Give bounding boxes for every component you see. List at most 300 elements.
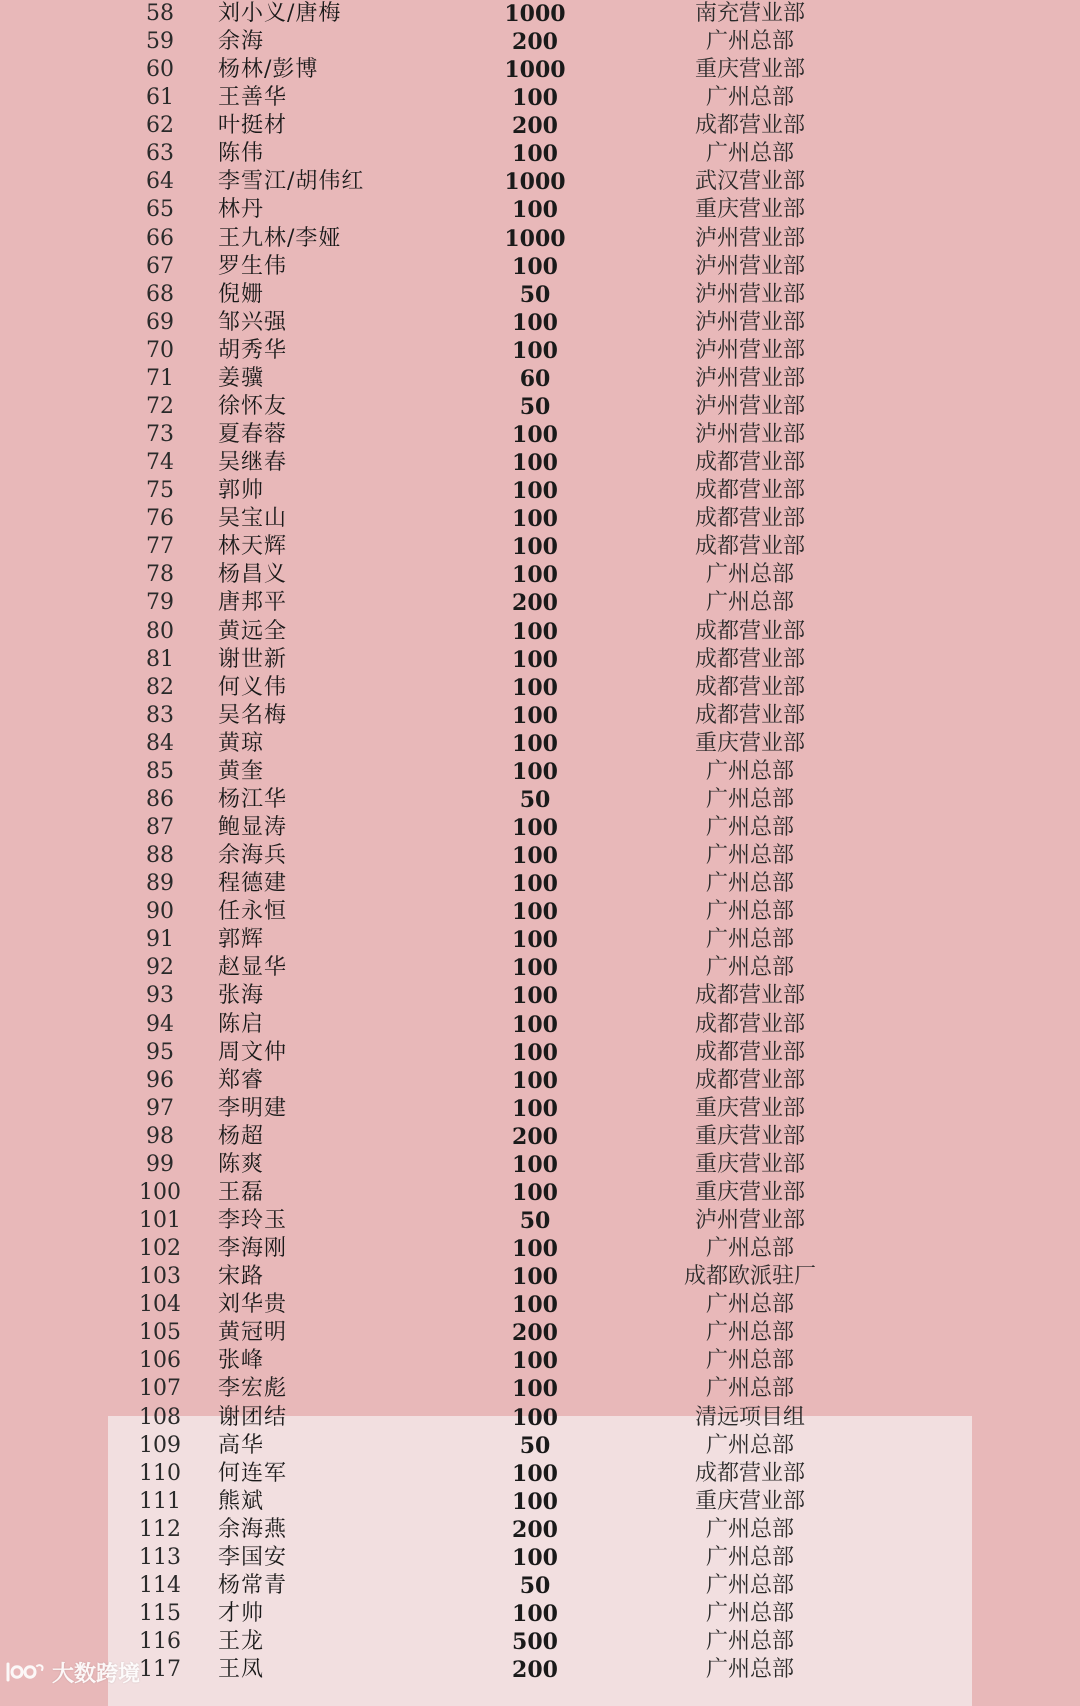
row-number: 73 <box>146 422 174 448</box>
donor-name: 林丹 <box>218 197 265 223</box>
donation-amount: 100 <box>512 927 558 954</box>
donation-amount: 50 <box>519 393 551 420</box>
department: 成都营业部 <box>694 646 805 672</box>
row-number: 81 <box>146 646 174 672</box>
donor-name: 陈启 <box>218 1011 265 1037</box>
table-row <box>0 786 1080 814</box>
department: 广州总部 <box>705 786 794 812</box>
donation-amount: 100 <box>512 562 558 589</box>
watermark-text: 大数跨境 <box>52 1661 141 1687</box>
row-number: 103 <box>139 1264 181 1290</box>
table-row <box>0 281 1080 309</box>
row-number: 62 <box>146 113 174 139</box>
table-row <box>0 842 1080 870</box>
donation-amount: 100 <box>512 1067 558 1094</box>
table-row <box>0 1432 1080 1460</box>
donation-amount: 100 <box>512 1264 558 1291</box>
table-row <box>0 393 1080 421</box>
donor-name: 鲍显涛 <box>218 815 288 841</box>
table-row <box>0 1011 1080 1039</box>
donor-name: 刘华贵 <box>218 1292 288 1318</box>
donor-name: 郑睿 <box>218 1067 265 1093</box>
table-row <box>0 1572 1080 1600</box>
donation-amount: 200 <box>512 1320 558 1347</box>
department: 广州总部 <box>705 1292 794 1318</box>
table-row <box>0 1404 1080 1432</box>
donor-name: 张峰 <box>218 1348 265 1374</box>
donation-amount: 100 <box>512 141 558 168</box>
department: 重庆营业部 <box>694 1488 805 1514</box>
donation-amount: 100 <box>512 1348 558 1375</box>
department: 重庆营业部 <box>694 1095 805 1121</box>
row-number: 80 <box>146 618 174 644</box>
row-number: 102 <box>139 1236 181 1262</box>
donation-amount: 100 <box>512 1460 558 1487</box>
donor-name: 邹兴强 <box>218 309 288 335</box>
row-number: 65 <box>146 197 174 223</box>
donation-amount: 100 <box>512 309 558 336</box>
table-row <box>0 1207 1080 1235</box>
row-number: 115 <box>139 1600 181 1626</box>
donation-amount: 200 <box>512 1123 558 1150</box>
donation-amount: 500 <box>512 1629 558 1656</box>
table-row <box>0 1235 1080 1263</box>
table-row <box>0 1375 1080 1403</box>
donation-amount: 200 <box>512 29 558 56</box>
table-row <box>0 589 1080 617</box>
donor-name: 杨超 <box>218 1123 265 1149</box>
row-number: 110 <box>139 1460 181 1486</box>
donor-name: 余海兵 <box>218 843 288 869</box>
donor-name: 高华 <box>218 1432 265 1458</box>
donation-amount: 100 <box>512 85 558 112</box>
table-row <box>0 28 1080 56</box>
row-number: 97 <box>146 1095 174 1121</box>
row-number: 67 <box>146 253 174 279</box>
row-number: 116 <box>139 1629 181 1655</box>
donor-name: 杨江华 <box>218 786 288 812</box>
donor-name: 李海刚 <box>218 1236 288 1262</box>
table-row <box>0 646 1080 674</box>
table-row <box>0 449 1080 477</box>
row-number: 74 <box>146 450 174 476</box>
donor-name: 王善华 <box>218 85 288 111</box>
department: 成都营业部 <box>694 618 805 644</box>
table-row <box>0 898 1080 926</box>
donor-name: 李宏彪 <box>218 1376 288 1402</box>
department: 重庆营业部 <box>694 57 805 83</box>
donor-name: 陈爽 <box>218 1151 265 1177</box>
donor-name: 姜骥 <box>218 365 265 391</box>
donation-amount: 60 <box>519 365 551 392</box>
table-row <box>0 84 1080 112</box>
donation-amount: 100 <box>512 1404 558 1431</box>
table-row <box>0 561 1080 589</box>
department: 广州总部 <box>705 1432 794 1458</box>
department: 成都营业部 <box>694 534 805 560</box>
donor-name: 陈伟 <box>218 141 265 167</box>
row-number: 88 <box>146 843 174 869</box>
row-number: 98 <box>146 1123 174 1149</box>
table-row <box>0 758 1080 786</box>
row-number: 60 <box>146 57 174 83</box>
department: 泸州营业部 <box>694 337 805 363</box>
row-number: 114 <box>139 1572 181 1598</box>
table-row <box>0 702 1080 730</box>
table-row <box>0 1319 1080 1347</box>
row-number: 99 <box>146 1151 174 1177</box>
donor-name: 罗生伟 <box>218 253 288 279</box>
donor-name: 王凤 <box>218 1657 265 1683</box>
row-number: 84 <box>146 730 174 756</box>
table-row <box>0 1039 1080 1067</box>
donor-name: 吴宝山 <box>218 506 288 532</box>
table-row <box>0 1067 1080 1095</box>
row-number: 64 <box>146 169 174 195</box>
donation-amount: 100 <box>512 450 558 477</box>
department: 广州总部 <box>705 1572 794 1598</box>
donor-name: 王九林/李娅 <box>218 225 342 251</box>
table-row <box>0 1488 1080 1516</box>
donation-amount: 50 <box>519 786 551 813</box>
donor-name: 余海燕 <box>218 1516 288 1542</box>
donor-name: 谢世新 <box>218 646 288 672</box>
donor-name: 周文仲 <box>218 1039 288 1065</box>
donation-amount: 200 <box>512 113 558 140</box>
donor-name: 杨常青 <box>218 1572 288 1598</box>
row-number: 108 <box>139 1404 181 1430</box>
department: 成都营业部 <box>694 702 805 728</box>
department: 泸州营业部 <box>694 365 805 391</box>
row-number: 113 <box>139 1544 181 1570</box>
table-row <box>0 1628 1080 1656</box>
row-number: 93 <box>146 983 174 1009</box>
row-number: 70 <box>146 337 174 363</box>
row-number: 61 <box>146 85 174 111</box>
donation-amount: 100 <box>512 1095 558 1122</box>
donor-name: 李玲玉 <box>218 1208 288 1233</box>
department: 泸州营业部 <box>694 253 805 279</box>
department: 泸州营业部 <box>694 309 805 335</box>
donation-amount: 100 <box>512 674 558 701</box>
donation-amount: 100 <box>512 506 558 533</box>
table-row <box>0 505 1080 533</box>
department: 泸州营业部 <box>694 422 805 448</box>
department: 广州总部 <box>705 1376 794 1402</box>
department: 广州总部 <box>705 899 794 925</box>
row-number: 68 <box>146 281 174 307</box>
department: 成都营业部 <box>694 478 805 504</box>
table-row <box>0 926 1080 954</box>
table-row <box>0 337 1080 365</box>
donor-name: 黄远全 <box>218 618 288 644</box>
donation-amount: 1000 <box>504 57 566 84</box>
department: 广州总部 <box>705 1516 794 1542</box>
department: 成都营业部 <box>694 674 805 700</box>
table-row <box>0 1347 1080 1375</box>
row-number: 112 <box>139 1516 181 1542</box>
row-number: 78 <box>146 562 174 588</box>
donation-amount: 100 <box>512 730 558 757</box>
department: 南充营业部 <box>694 1 805 26</box>
donation-amount: 100 <box>512 983 558 1010</box>
donation-amount: 50 <box>519 281 551 308</box>
department: 广州总部 <box>705 29 794 55</box>
donor-name: 宋路 <box>218 1264 265 1290</box>
table-row <box>0 225 1080 253</box>
watermark <box>4 1655 140 1689</box>
row-number: 94 <box>146 1011 174 1037</box>
table-row <box>0 1179 1080 1207</box>
department: 广州总部 <box>705 1348 794 1374</box>
donor-name: 唐邦平 <box>218 590 288 616</box>
donor-name: 赵显华 <box>218 955 288 981</box>
row-number: 82 <box>146 674 174 700</box>
donation-amount: 100 <box>512 1544 558 1571</box>
donation-amount: 100 <box>512 646 558 673</box>
table-row <box>0 730 1080 758</box>
table-row <box>0 1544 1080 1572</box>
department: 广州总部 <box>705 1320 794 1346</box>
row-number: 96 <box>146 1067 174 1093</box>
donor-name: 吴继春 <box>218 450 288 476</box>
row-number: 75 <box>146 478 174 504</box>
donation-amount: 200 <box>512 1657 558 1684</box>
table-row <box>0 1123 1080 1151</box>
row-number: 66 <box>146 225 174 251</box>
table-row <box>0 365 1080 393</box>
row-number: 91 <box>146 927 174 953</box>
donor-name: 任永恒 <box>218 899 288 925</box>
row-number: 92 <box>146 955 174 981</box>
table-row <box>0 168 1080 196</box>
department: 广州总部 <box>705 1236 794 1262</box>
department: 重庆营业部 <box>694 1179 805 1205</box>
donor-name: 杨林/彭博 <box>218 57 319 83</box>
donation-amount: 100 <box>512 758 558 785</box>
row-number: 100 <box>139 1179 181 1205</box>
department: 成都营业部 <box>694 1011 805 1037</box>
department: 泸州营业部 <box>694 393 805 419</box>
row-number: 85 <box>146 758 174 784</box>
table-row <box>0 1600 1080 1628</box>
row-number: 59 <box>146 29 174 55</box>
donation-amount: 100 <box>512 1292 558 1319</box>
row-number: 58 <box>146 1 174 26</box>
table-row <box>0 56 1080 84</box>
department: 武汉营业部 <box>694 169 805 195</box>
donation-amount: 100 <box>512 1011 558 1038</box>
department: 广州总部 <box>705 590 794 616</box>
table-row <box>0 982 1080 1010</box>
department: 广州总部 <box>705 562 794 588</box>
table-row <box>0 112 1080 140</box>
donation-amount: 50 <box>519 1432 551 1459</box>
row-number: 89 <box>146 871 174 897</box>
row-number: 105 <box>139 1320 181 1346</box>
donation-amount: 100 <box>512 337 558 364</box>
donation-amount: 100 <box>512 1039 558 1066</box>
department: 成都营业部 <box>694 113 805 139</box>
table-row <box>0 814 1080 842</box>
department: 广州总部 <box>705 1544 794 1570</box>
row-number: 63 <box>146 141 174 167</box>
donation-amount: 100 <box>512 618 558 645</box>
department: 广州总部 <box>705 1657 794 1683</box>
donor-name: 余海 <box>218 29 265 55</box>
donor-name: 黄奎 <box>218 758 265 784</box>
donation-amount: 100 <box>512 1488 558 1515</box>
donor-name: 李国安 <box>218 1544 288 1570</box>
donor-name: 王龙 <box>218 1629 265 1655</box>
department: 广州总部 <box>705 871 794 897</box>
row-number: 95 <box>146 1039 174 1065</box>
donation-amount: 100 <box>512 899 558 926</box>
donation-amount: 100 <box>512 843 558 870</box>
donor-name: 王磊 <box>218 1179 265 1205</box>
donation-amount: 100 <box>512 1600 558 1627</box>
donation-amount: 100 <box>512 815 558 842</box>
table-row <box>0 870 1080 898</box>
table-row <box>0 1656 1080 1684</box>
row-number: 77 <box>146 534 174 560</box>
department: 成都营业部 <box>694 506 805 532</box>
donor-name: 何连军 <box>218 1460 288 1486</box>
table-row <box>0 140 1080 168</box>
department: 广州总部 <box>705 758 794 784</box>
donor-name: 李雪江/胡伟红 <box>218 169 365 195</box>
department: 泸州营业部 <box>694 281 805 307</box>
table-row <box>0 253 1080 281</box>
donor-name: 谢团结 <box>218 1404 288 1430</box>
department: 重庆营业部 <box>694 1123 805 1149</box>
row-number: 109 <box>139 1432 181 1458</box>
row-number: 104 <box>139 1292 181 1318</box>
table-row <box>0 1151 1080 1179</box>
donation-amount: 100 <box>512 197 558 224</box>
donation-amount: 1000 <box>504 1 566 27</box>
row-number: 117 <box>139 1657 181 1683</box>
row-number: 86 <box>146 786 174 812</box>
donation-amount: 100 <box>512 1236 558 1263</box>
department: 广州总部 <box>705 141 794 167</box>
department: 广州总部 <box>705 927 794 953</box>
department: 清远项目组 <box>694 1404 805 1430</box>
donation-amount: 50 <box>519 1208 551 1234</box>
donation-amount: 100 <box>512 955 558 982</box>
donor-name: 张海 <box>218 983 265 1009</box>
donation-amount: 1000 <box>504 169 566 196</box>
department: 广州总部 <box>705 843 794 869</box>
donor-name: 熊斌 <box>218 1488 265 1514</box>
department: 广州总部 <box>705 955 794 981</box>
donor-name: 徐怀友 <box>218 393 288 419</box>
donor-name: 黄琼 <box>218 730 265 756</box>
row-number: 87 <box>146 815 174 841</box>
donor-name: 胡秀华 <box>218 337 288 363</box>
donor-name: 刘小义/唐梅 <box>218 1 342 26</box>
kuajing-logo-icon <box>4 1660 46 1684</box>
department: 成都营业部 <box>694 1460 805 1486</box>
donor-name: 郭帅 <box>218 478 265 504</box>
donor-name: 叶挺材 <box>218 113 288 139</box>
table-row <box>0 309 1080 337</box>
table-row <box>0 477 1080 505</box>
donor-name: 倪姗 <box>218 281 265 307</box>
table-row <box>0 196 1080 224</box>
donor-name: 程德建 <box>218 871 288 897</box>
donor-name: 黄冠明 <box>218 1320 288 1346</box>
table-row <box>0 1095 1080 1123</box>
department: 成都营业部 <box>694 1067 805 1093</box>
donation-amount: 100 <box>512 478 558 505</box>
department: 成都营业部 <box>694 983 805 1009</box>
table-row <box>0 674 1080 702</box>
donor-name: 李明建 <box>218 1095 288 1121</box>
department: 重庆营业部 <box>694 730 805 756</box>
department: 广州总部 <box>705 85 794 111</box>
table-row <box>0 1291 1080 1319</box>
row-number: 79 <box>146 590 174 616</box>
donation-amount: 100 <box>512 1151 558 1178</box>
donation-amount: 200 <box>512 1516 558 1543</box>
table-row <box>0 421 1080 449</box>
donor-name: 夏春蓉 <box>218 422 288 448</box>
donation-amount: 100 <box>512 253 558 280</box>
donor-name: 杨昌义 <box>218 562 288 588</box>
department: 成都营业部 <box>694 450 805 476</box>
donation-amount: 1000 <box>504 225 566 252</box>
row-number: 107 <box>139 1376 181 1402</box>
department: 成都营业部 <box>694 1039 805 1065</box>
table-row <box>0 618 1080 646</box>
department: 重庆营业部 <box>694 197 805 223</box>
donation-amount: 100 <box>512 534 558 561</box>
donor-name: 林天辉 <box>218 534 288 560</box>
donation-amount: 200 <box>512 590 558 617</box>
table-row <box>0 954 1080 982</box>
donor-name: 才帅 <box>218 1600 265 1626</box>
department: 泸州营业部 <box>694 225 805 251</box>
donation-amount: 100 <box>512 1179 558 1206</box>
row-number: 101 <box>139 1208 181 1233</box>
table-row <box>0 533 1080 561</box>
donation-amount: 100 <box>512 422 558 449</box>
donation-amount: 50 <box>519 1572 551 1599</box>
department: 广州总部 <box>705 815 794 841</box>
row-number: 72 <box>146 393 174 419</box>
donation-amount: 100 <box>512 1376 558 1403</box>
row-number: 111 <box>139 1488 181 1514</box>
department: 重庆营业部 <box>694 1151 805 1177</box>
table-row <box>0 1516 1080 1544</box>
donor-name: 郭辉 <box>218 927 265 953</box>
table-row <box>0 1460 1080 1488</box>
donation-amount: 100 <box>512 702 558 729</box>
department: 泸州营业部 <box>694 1208 805 1233</box>
row-number: 90 <box>146 899 174 925</box>
row-number: 69 <box>146 309 174 335</box>
donor-name: 何义伟 <box>218 674 288 700</box>
donation-amount: 100 <box>512 871 558 898</box>
department: 广州总部 <box>705 1629 794 1655</box>
row-number: 83 <box>146 702 174 728</box>
row-number: 106 <box>139 1348 181 1374</box>
table-row <box>0 0 1080 28</box>
row-number: 76 <box>146 506 174 532</box>
department: 广州总部 <box>705 1600 794 1626</box>
row-number: 71 <box>146 365 174 391</box>
